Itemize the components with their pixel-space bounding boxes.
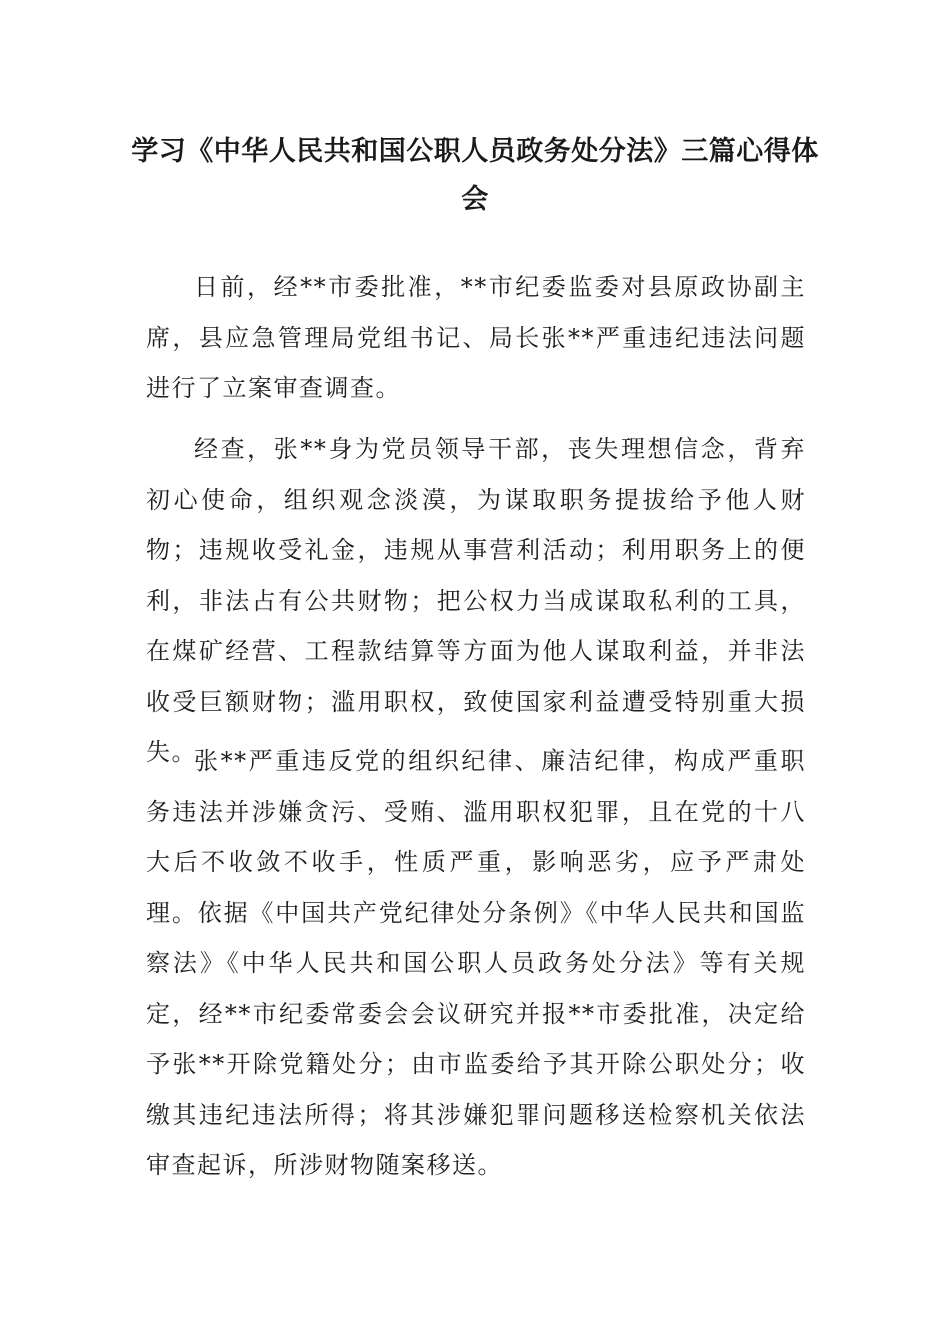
paragraph-2: 经查，张**身为党员领导干部，丧失理想信念，背弃初心使命，组织观念淡漠，为谋取职务提拔给予他人财物；违规收受礼金，违规从事营利活动；利用职务上的便利，非法占有公共财物；把公权力当成谋取私利的工具，在煤矿经营、工程款结算等方面为他人谋取利益，并非法收受巨额财物；滥用职权，致使国家利益遭受特别重大损失。 [146, 435, 806, 766]
paragraph-1: 日前，经**市委批准，**市纪委监委对县原政协副主席，县应急管理局党组书记、局长张**严重违纪违法问题进行了立案审查调查。 [146, 273, 806, 402]
paragraph-3: 张**严重违反党的组织纪律、廉洁纪律，构成严重职务违法并涉嫌贪污、受贿、滥用职权犯罪，且在党的十八大后不收敛不收手，性质严重，影响恶劣，应予严肃处理。依据《中国共产党纪律处分条例》《中华人民共和国监察法》《中华人民共和国公职人员政务处分法》等有关规定，经**市纪委常委会会议研究并报**市委批准，决定给予张**开除党籍处分；由市监委给予其开除公职处分；收缴其违纪违法所得；将其涉嫌犯罪问题移送检察机关依法审查起诉，所涉财物随案移送。 [146, 747, 806, 1179]
document-title: 学习《中华人民共和国公职人员政务处分法》三篇心得体会 [131, 136, 819, 215]
